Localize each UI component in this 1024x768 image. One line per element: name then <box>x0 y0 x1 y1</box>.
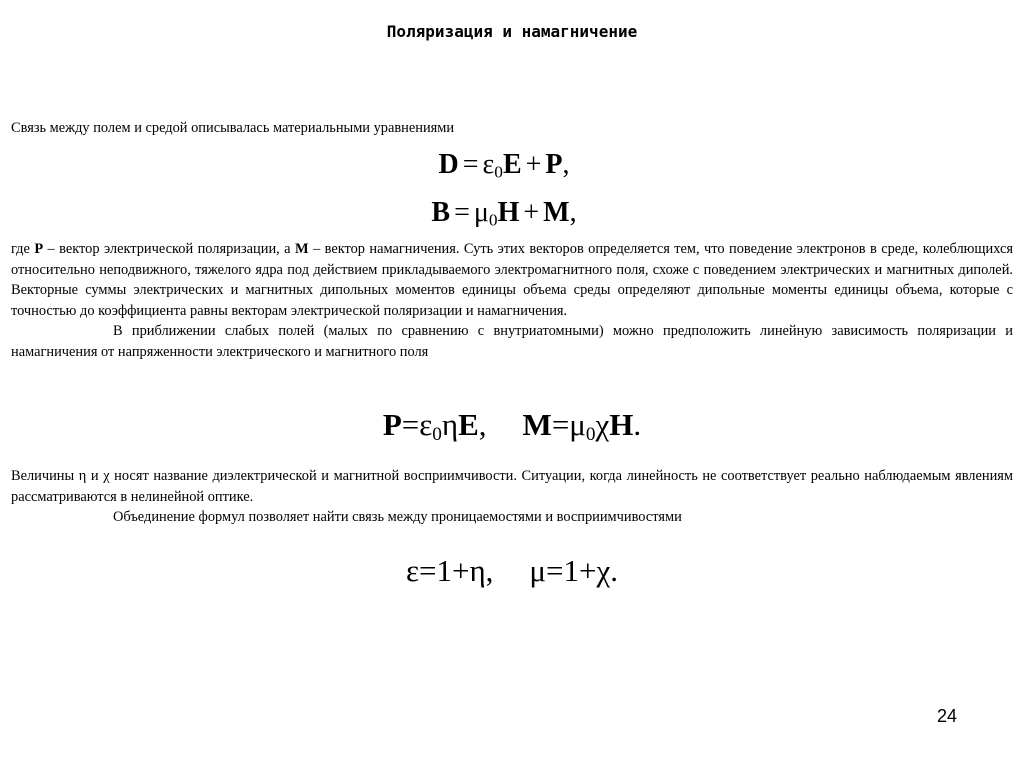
equation-permittivity <box>0 550 1024 592</box>
eq4-epsilon: ε=1+η, <box>405 553 494 588</box>
eq3-a-eq: = <box>401 407 420 442</box>
eq2-v1: H <box>497 197 520 228</box>
eq3-b-lhs: M <box>522 407 552 442</box>
eq1-v1: E <box>502 149 522 180</box>
eq1-sub: 0 <box>494 162 503 182</box>
eq2-v2: M <box>543 197 570 228</box>
eq3-a-lhs: P <box>382 407 402 442</box>
eq3-a-sym: η <box>441 407 459 442</box>
page-number: 24 <box>937 706 958 726</box>
intro-text: Связь между полем и средой описывалась материальными уравнениями <box>11 120 455 136</box>
combination-paragraph: Объединение формул позволяет найти связь между проницаемостями и восприимчивостями <box>113 509 682 525</box>
equation-linear-response <box>0 404 1024 446</box>
page-title: Поляризация и намагничение <box>386 22 638 41</box>
where-text-3: – вектор намагничения. Суть этих векторов определяется тем, что поведение электронов в среде, колеблющихся относительно неподвижного, тяжелого ядра под действием прикладываемого электромагнитного поля, схоже с поведением электрических и магнитных диполей. Векторные суммы электрических и магнитных дипольных моментов единицы объема среды определяют дипольные моменты единицы объема, которые с точностью до коэффициента равны векторам электрической поляризации и намагничения. <box>11 241 1013 319</box>
eq1-coef: ε <box>482 149 495 180</box>
eq3-a-end: , <box>478 407 487 442</box>
eq1-lhs: D <box>438 149 459 180</box>
eq1-equals: = <box>462 149 479 180</box>
eq2-end: , <box>569 197 577 228</box>
eq3-b-eq: = <box>551 407 570 442</box>
eq1-end: , <box>562 149 570 180</box>
eq1-v2: P <box>545 149 563 180</box>
where-paragraph <box>11 239 1013 362</box>
where-vector-p: P <box>34 241 44 257</box>
where-vector-m: M <box>294 241 309 257</box>
weak-fields-paragraph: В приближении слабых полей (малых по сравнению с внутриатомными) можно предположить линейную зависимость поляризации и намагничения от напряженности электрического и магнитного поля <box>11 323 1013 360</box>
eq3-b-end: . <box>633 407 642 442</box>
eq4-mu: μ=1+χ. <box>529 553 619 588</box>
eq3-b-v: H <box>609 407 634 442</box>
eq3-b-sym: χ <box>595 407 610 442</box>
eq3-a-v: E <box>458 407 479 442</box>
eq3-a-coef: ε <box>419 407 433 442</box>
equation-induction <box>0 195 1024 231</box>
where-text-1: где <box>11 241 35 257</box>
eq2-coef: μ <box>473 197 489 228</box>
eq2-sub: 0 <box>488 210 498 230</box>
eq3-b-coef: μ <box>569 407 586 442</box>
where-text-2: – вектор электрической поляризации, а <box>43 241 295 257</box>
eq3-b-sub: 0 <box>585 423 596 445</box>
eq3-a-sub: 0 <box>432 423 442 445</box>
susceptibility-paragraph: Величины η и χ носят название диэлектрической и магнитной восприимчивости. Ситуации, когда линейность не соответствует реально наблюдаемым явлениям рассматриваются в нелинейной оптике. <box>11 468 1013 505</box>
susceptibility-block <box>11 466 1013 528</box>
eq1-plus: + <box>525 149 542 180</box>
eq2-plus: + <box>523 197 540 228</box>
eq2-lhs: B <box>431 197 451 228</box>
eq2-equals: = <box>454 197 470 228</box>
equation-displacement <box>0 147 1024 183</box>
